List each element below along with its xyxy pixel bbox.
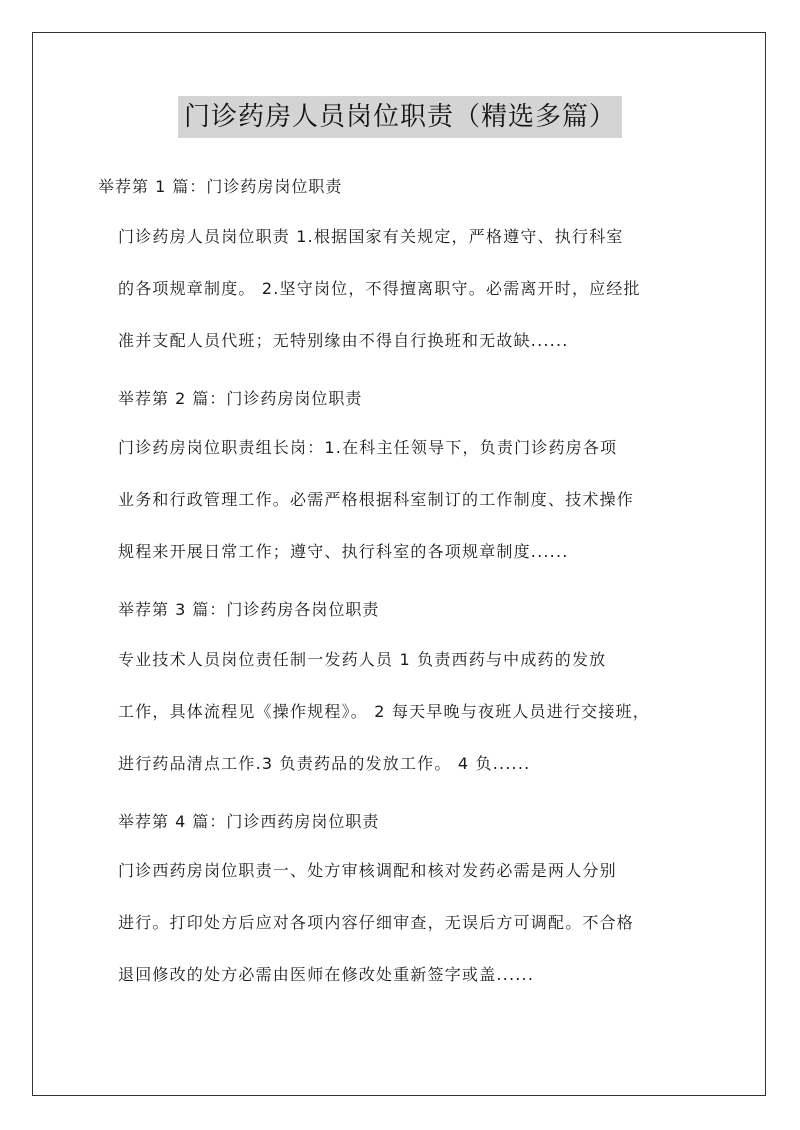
section-heading-2: 举荐第 2 篇：门诊药房岗位职责 — [118, 388, 363, 408]
paragraph-line: 门诊西药房岗位职责一、处方审核调配和核对发药必需是两人分别 — [118, 861, 617, 880]
section-paragraph-1 — [98, 211, 702, 367]
paragraph-line: 门诊药房岗位职责组长岗：1.在科主任领导下，负责门诊药房各项 — [118, 438, 618, 457]
section-paragraph-3 — [98, 634, 702, 790]
section-heading-1: 举荐第 1 篇：门诊药房岗位职责 — [98, 177, 343, 196]
paragraph-line: 退回修改的处方必需由医师在修改处重新签字或盖...... — [118, 965, 535, 984]
paragraph-line: 准并支配人员代班；无特别缘由不得自行换班和无故缺...... — [118, 330, 569, 350]
paragraph-line: 规程来开展日常工作；遵守、执行科室的各项规章制度...... — [118, 542, 569, 561]
section-paragraph-2 — [98, 422, 702, 578]
paragraph-line: 进行。打印处方后应对各项内容仔细审查，无误后方可调配。不合格 — [118, 913, 635, 932]
paragraph-line: 工作，具体流程见《操作规程》。 2 每天早晚与夜班人员进行交接班， — [118, 701, 650, 721]
paragraph-line: 门诊药房人员岗位职责 1.根据国家有关规定，严格遵守、执行科室 — [118, 226, 624, 246]
paragraph-line: 的各项规章制度。 2.坚守岗位，不得擅离职守。必需离开时，应经批 — [118, 278, 641, 298]
section-paragraph-4 — [98, 845, 702, 1001]
section-heading-4: 举荐第 4 篇：门诊西药房岗位职责 — [118, 811, 380, 831]
section-heading-3: 举荐第 3 篇：门诊药房各岗位职责 — [118, 600, 380, 619]
document-body — [98, 172, 702, 1018]
title-wrap — [0, 96, 800, 138]
paragraph-line: 进行药品清点工作.3 负责药品的发放工作。 4 负...... — [118, 753, 531, 773]
paragraph-line: 业务和行政管理工作。必需严格根据科室制订的工作制度、技术操作 — [118, 490, 635, 509]
document-title: 门诊药房人员岗位职责（精选多篇） — [178, 96, 622, 138]
paragraph-line: 专业技术人员岗位责任制一发药人员 1 负责西药与中成药的发放 — [118, 649, 607, 669]
